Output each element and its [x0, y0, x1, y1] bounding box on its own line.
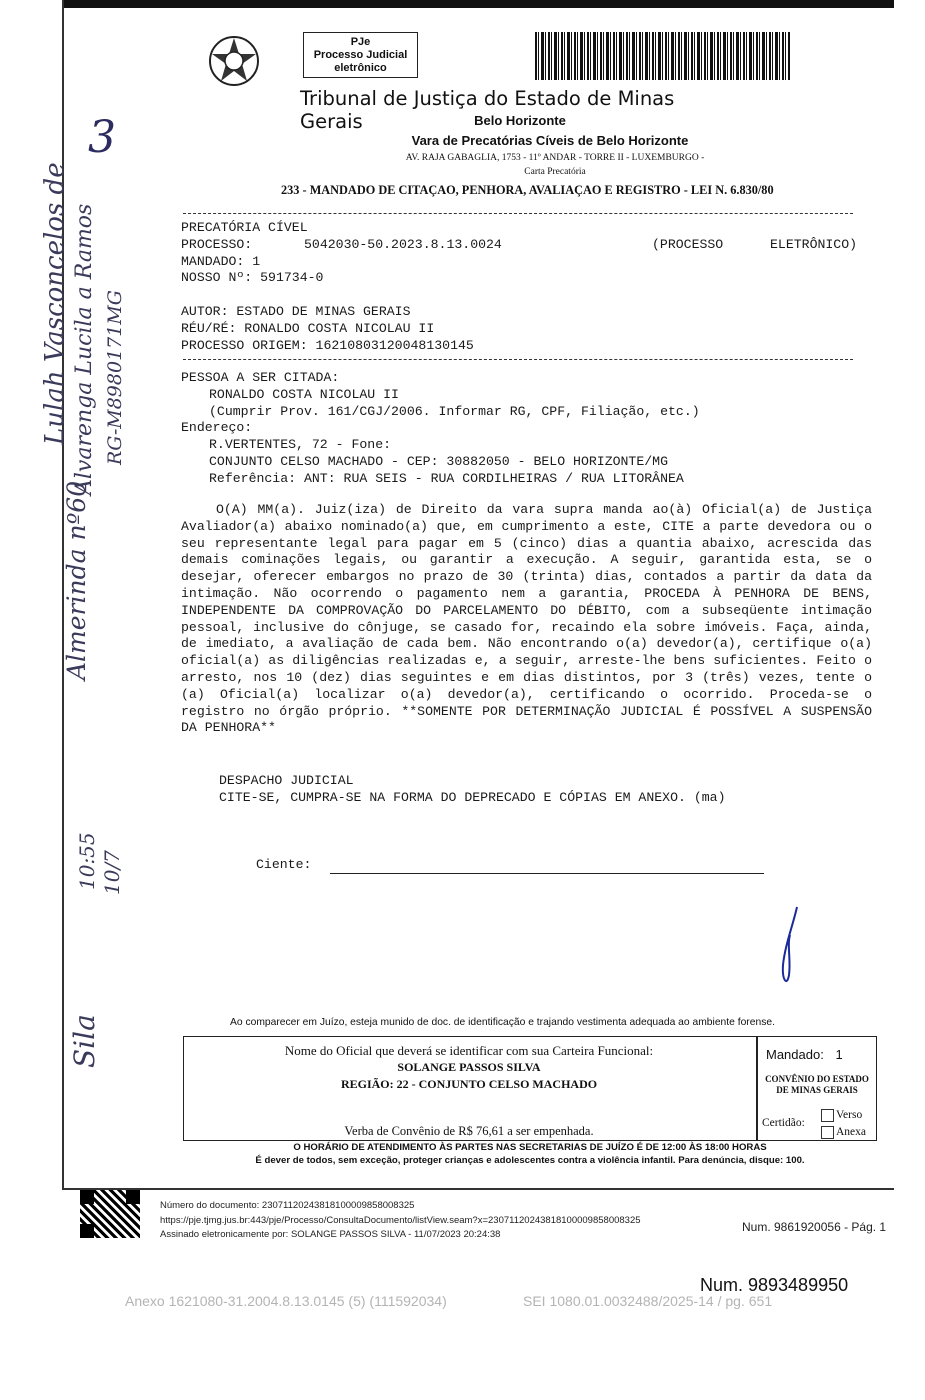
court-title: Tribunal de Justiça do Estado de Minas Gerais	[300, 87, 675, 133]
sei-watermark: SEI 1080.01.0032488/2025-14 / pg. 651	[523, 1293, 773, 1309]
court-address: AV. RAJA GABAGLIA, 1753 - 11º ANDAR - TORRE II - LUXEMBURGO -	[405, 153, 705, 163]
convenio-line: CONVÊNIO DO ESTADO	[765, 1074, 869, 1084]
person-name: RONALDO COSTA NICOLAU II	[209, 386, 399, 402]
processo-number: 5042030-50.2023.8.13.0024	[304, 236, 502, 252]
convenio-line: DE MINAS GERAIS	[776, 1085, 858, 1095]
ciente-signature-line	[330, 873, 764, 874]
handwritten-time: 10:55	[75, 832, 99, 890]
pje-line: PJe	[350, 36, 371, 48]
processo-tag-2: ELETRÔNICO)	[770, 236, 858, 252]
certidao-label: Certidão:	[762, 1117, 805, 1129]
notice-hours: O HORÁRIO DE ATENDIMENTO ÀS PARTES NAS SECRETARIAS DE JUÍZO É DE 12:00 ÀS 18:00 HORAS	[293, 1142, 767, 1153]
footer-meta	[160, 1199, 641, 1243]
endereco-label: Endereço:	[181, 420, 253, 436]
footer-doc-number: Número do documento: 23071120243818100009858008325	[160, 1200, 415, 1211]
pje-box	[303, 32, 418, 78]
ciente-label: Ciente:	[256, 857, 312, 872]
handwritten-date: 10/7	[100, 850, 124, 895]
anexo-watermark: Anexo 1621080-31.2004.8.13.0145 (5) (111592034)	[125, 1293, 447, 1309]
reu: RÉU/RÉ: RONALDO COSTA NICOLAU II	[181, 320, 435, 336]
notice-children: É dever de todos, sem exceção, proteger crianças e adolescentes contra a violência infantil. Para denúncia, disque: 100.	[255, 1155, 805, 1166]
certidao-verso[interactable]	[821, 1109, 862, 1122]
person-instructions: (Cumprir Prov. 161/CGJ/2006. Informar RG, CPF, Filiação, etc.)	[209, 403, 700, 419]
handwritten-street: Almerinda nº60	[62, 480, 91, 680]
autor: AUTOR: ESTADO DE MINAS GERAIS	[181, 303, 411, 319]
mandado-body	[181, 502, 872, 737]
officer-name: SOLANGE PASSOS SILVA	[397, 1060, 541, 1074]
despacho-label: DESPACHO JUDICIAL	[219, 773, 354, 788]
mandado-label	[766, 1047, 843, 1062]
court-vara: Vara de Precatórias Cíveis de Belo Horizonte	[411, 133, 689, 148]
separator	[183, 213, 853, 214]
footer-page: Num. 9861920056 - Pág. 1	[742, 1220, 887, 1234]
processo-line	[181, 237, 881, 254]
handwritten-signature: Sila	[68, 1014, 101, 1068]
person-block	[181, 370, 881, 488]
case-block	[181, 220, 881, 354]
handwritten-number: 3	[88, 112, 116, 163]
nosso-number: NOSSO Nº: 591734-0	[181, 270, 324, 286]
despacho-text: CITE-SE, CUMPRA-SE NA FORMA DO DEPRECADO E CÓPIAS EM ANEXO. (ma)	[219, 790, 726, 805]
coat-of-arms-icon	[205, 32, 263, 90]
pje-line: eletrônico	[334, 62, 387, 74]
convenio-label	[757, 1074, 877, 1096]
barcode	[535, 32, 790, 80]
address-reference: Referência: ANT: RUA SEIS - RUA CORDILHEIRAS / RUA LITORÂNEA	[209, 470, 684, 486]
verso-label: Verso	[836, 1109, 863, 1122]
footer-signed: Assinado eletronicamente por: SOLANGE PASSOS SILVA - 11/07/2023 20:24:38	[160, 1229, 501, 1240]
separator	[183, 359, 853, 360]
mandado-box-label: Mandado:	[766, 1047, 824, 1062]
mandado-box-number: 1	[835, 1047, 843, 1062]
officer-signature	[775, 905, 805, 990]
certidao-anexa[interactable]	[821, 1126, 866, 1139]
mandado-number: MANDADO: 1	[181, 253, 261, 269]
processo-origem: PROCESSO ORIGEM: 16210803120048130145	[181, 337, 474, 353]
verba-convenio: Verba de Convênio de R$ 76,61 a ser empenhada.	[344, 1124, 594, 1138]
scan-top-border	[62, 0, 894, 8]
case-type: PRECATÓRIA CÍVEL	[181, 220, 308, 235]
scan-bottom-border	[62, 1188, 894, 1190]
court-city: Belo Horizonte	[474, 113, 566, 128]
handwritten-name: Lulah Vasconcelos de	[40, 162, 70, 445]
processo-label: PROCESSO:	[181, 236, 253, 252]
document-kind: Carta Precatória	[524, 167, 586, 177]
num-stamp: Num. 9893489950	[700, 1275, 849, 1295]
anexa-label: Anexa	[836, 1126, 867, 1139]
person-label: PESSOA A SER CITADA:	[181, 370, 340, 385]
mandado-title: 233 - MANDADO DE CITAÇAO, PENHORA, AVALIAÇAO E REGISTRO - LEI N. 6.830/80	[281, 183, 774, 197]
verso-checkbox[interactable]	[821, 1109, 834, 1122]
address-line: R.VERTENTES, 72 - Fone:	[209, 437, 392, 453]
anexa-checkbox[interactable]	[821, 1126, 834, 1139]
processo-tag: (PROCESSO	[652, 236, 724, 252]
body-paragraph: O(A) MM(a). Juiz(iza) de Direito da vara supra manda ao(à) Oficial(a) de Justiça Avaliador(a) abaixo nominado(a) que, em cumprimento a este, CITE a parte devedora ou o seu representante legal para pagar em 5 (cinco) dias a quantia abaixo, acrescida das demais cominações legais, ou garantir a execução. A seguir, garantida esta, se o desejar, oferecer embargos no prazo de 30 (trinta) dias, contados a partir da data da intimação. Não ocorrendo o pagamento nem a garantia, PROCEDA À PENHORA DE BENS, INDEPENDENTE DA COMPROVAÇÃO DO PARCELAMENTO DO DÉBITO, com a subseqüente intimação pessoal, inclusive do cônjuge, se casado for, recaindo ela sobre imóveis. Faça, ainda, de imediato, a avaliação de cada bem. Não encontrando o(a) devedor(a), certifique o(a) oficial(a) as diligências realizadas e, a seguir, arreste-lhe bens suficientes. Feito o arresto, nos 10 (dez) dias seguintes e em dias distintos, por 3 (três) vezes, tente o (a) Oficial(a) localizar o(a) devedor(a), certificando o ocorrido. Proceda-se o registro no órgão próprio. **SOMENTE POR DETERMINAÇÃO JUDICIAL É POSSÍVEL A SUSPENSÃO DA PENHORA**	[181, 502, 872, 736]
officer-region: REGIÃO: 22 - CONJUNTO CELSO MACHADO	[340, 1077, 598, 1091]
address-line-2: CONJUNTO CELSO MACHADO - CEP: 30882050 - BELO HORIZONTE/MG	[209, 453, 668, 469]
notice-identification: Ao comparecer em Juízo, esteja munido de doc. de identificação e trajando vestimenta adequada ao ambiente forense.	[230, 1017, 775, 1028]
handwritten-name-2: Alvarenga Lucila a Ramos	[72, 203, 97, 495]
handwritten-rg: RG-M8980171MG	[104, 290, 126, 465]
footer-url[interactable]: https://pje.tjmg.jus.br:443/pje/Processo/ConsultaDocumento/listView.seam?x=23071120243818100009858008325	[160, 1214, 641, 1226]
officer-info-box	[183, 1036, 877, 1141]
pje-line: Processo Judicial	[313, 49, 408, 61]
qr-code	[80, 1190, 140, 1238]
officer-intro: Nome do Oficial que deverá se identificar com sua Carteira Funcional:	[284, 1043, 654, 1058]
